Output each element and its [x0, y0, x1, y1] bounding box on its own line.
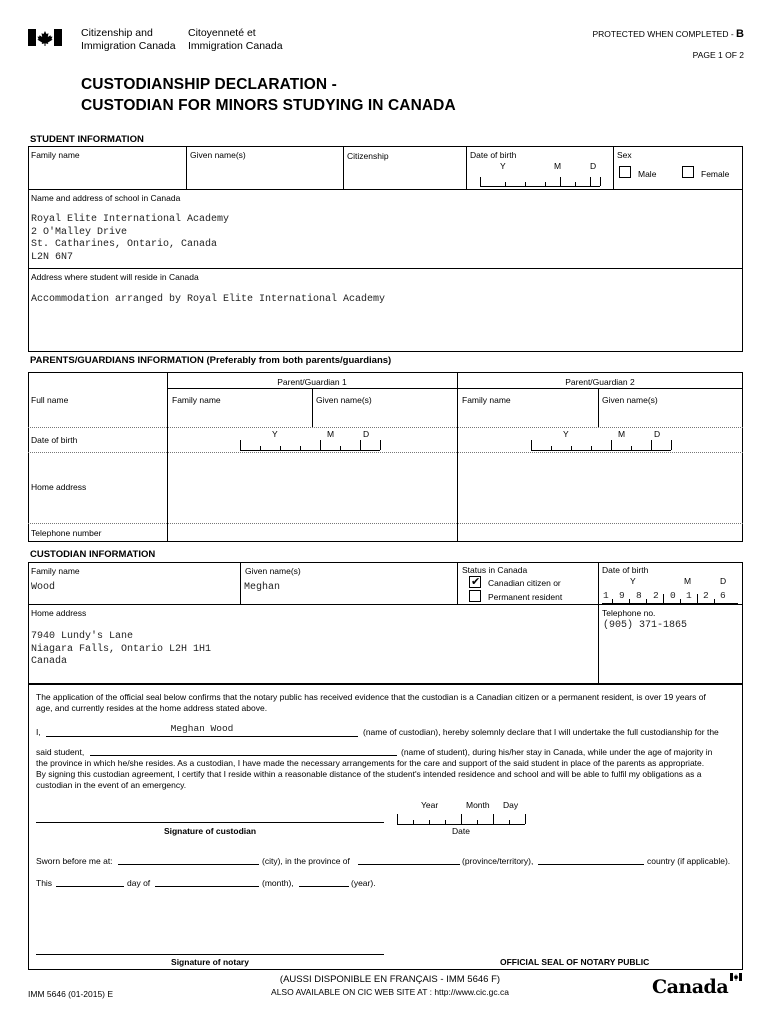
notary-seal-label: OFFICIAL SEAL OF NOTARY PUBLIC	[500, 957, 650, 967]
student-citizenship-field[interactable]	[346, 163, 464, 187]
dob-digit: 1	[603, 590, 609, 601]
sworn-year-field[interactable]	[299, 874, 349, 886]
permanent-resident-checkbox[interactable]	[469, 590, 481, 602]
day-of-label: day of	[127, 878, 151, 888]
protected-status: PROTECTED WHEN COMPLETED - B	[592, 28, 744, 40]
page-number: PAGE 1 OF 2	[692, 50, 744, 60]
body-line3: custodian in the event of an emergency.	[36, 780, 187, 790]
custodian-given-names-label: Given name(s)	[245, 566, 301, 576]
school-label: Name and address of school in Canada	[31, 193, 181, 203]
date-label: Date	[452, 826, 470, 836]
dob-digit: 1	[686, 590, 692, 601]
department-name-en	[81, 27, 176, 53]
school-line1: Royal Elite International Academy	[31, 214, 230, 225]
parent2-dob-field[interactable]	[531, 436, 681, 452]
student-family-name-field[interactable]	[30, 162, 184, 187]
custodian-section-title: CUSTODIAN INFORMATION	[30, 549, 156, 560]
custodian-address-line3: Canada	[31, 656, 68, 667]
custodian-telephone-value: (905) 371-1865	[603, 620, 688, 631]
declaration-intro	[36, 692, 741, 714]
parent2-telephone-field[interactable]	[460, 525, 741, 541]
after-student-text: (name of student), during his/her stay in Canada, while under the age of majority in	[401, 747, 713, 757]
custodian-telephone-field[interactable]	[603, 620, 739, 633]
dob-month-label: M	[554, 161, 562, 171]
residence-address-field[interactable]	[31, 294, 731, 307]
parent2-family-name-field[interactable]	[460, 406, 596, 426]
custodian-given-names-field[interactable]	[244, 582, 454, 595]
notary-signature-label: Signature of notary	[171, 957, 249, 967]
form-title-line2: CUSTODIAN FOR MINORS STUDYING IN CANADA	[81, 97, 456, 114]
cust-dob-m: M	[684, 576, 692, 586]
p2-dob-d: D	[654, 429, 661, 439]
sex-female-checkbox[interactable]	[682, 166, 694, 178]
residence-label: Address where student will reside in Canada	[31, 272, 199, 282]
sworn-month-field[interactable]	[155, 874, 259, 886]
student-family-name-label: Family name	[31, 150, 80, 160]
website-notice: ALSO AVAILABLE ON CIC WEB SITE AT : http://www.cic.gc.ca	[271, 987, 509, 997]
parent1-dob-field[interactable]	[240, 436, 390, 452]
dob-day-label: D	[590, 161, 597, 171]
custodian-home-address-label: Home address	[31, 608, 87, 618]
dob-digit: 6	[720, 590, 726, 601]
full-name-label: Full name	[31, 395, 69, 405]
declaration-date-field[interactable]	[396, 810, 528, 826]
school-line4: L2N 6N7	[31, 251, 74, 263]
student-name-declaration-field[interactable]	[90, 742, 397, 755]
permanent-resident-label: Permanent resident	[488, 592, 563, 602]
p1-dob-d: D	[363, 429, 370, 439]
parent1-telephone-field[interactable]	[170, 525, 455, 541]
p1-dob-m: M	[327, 429, 335, 439]
cust-dob-d: D	[720, 576, 727, 586]
sex-female-label: Female	[701, 169, 730, 179]
student-citizenship-label: Citizenship	[347, 151, 389, 161]
student-given-names-field[interactable]	[189, 162, 341, 187]
parent2-home-address-field[interactable]	[460, 455, 741, 521]
year-label: (year).	[351, 878, 376, 888]
student-section-title: STUDENT INFORMATION	[30, 134, 144, 145]
school-address-field[interactable]	[31, 214, 731, 264]
this-label: This	[36, 878, 53, 888]
student-sex-label: Sex	[617, 150, 632, 160]
parent1-home-address-field[interactable]	[170, 455, 455, 521]
school-line3: St. Catharines, Ontario, Canada	[31, 239, 218, 250]
custodian-dob-field[interactable]	[602, 590, 740, 604]
department-name-fr	[188, 27, 283, 53]
said-student-label: said student,	[36, 747, 85, 757]
parent1-family-name-label: Family name	[172, 395, 221, 405]
dept-en-line2: Immigration Canada	[81, 40, 176, 52]
sworn-country-field[interactable]	[538, 852, 644, 864]
date-month-label: Month	[466, 800, 490, 810]
parents-section-title: PARENTS/GUARDIANS INFORMATION (Preferably from both parents/guardians)	[30, 355, 392, 366]
status-label: Status in Canada	[462, 565, 528, 575]
p1-dob-y: Y	[272, 429, 278, 439]
intro-line1: The application of the official seal below confirms that the notary public has received evidence that the custodian is a Canadian citizen or a permanent resident, is over 19 years of	[36, 692, 706, 702]
dob-digit: 2	[653, 590, 659, 601]
residence-value: Accommodation arranged by Royal Elite International Academy	[31, 294, 386, 305]
french-availability: (AUSSI DISPONIBLE EN FRANÇAIS - IMM 5646 F)	[279, 974, 501, 985]
citizen-checkbox[interactable]	[469, 576, 481, 588]
custodian-family-name-label: Family name	[31, 566, 80, 576]
after-name-text: (name of custodian), hereby solemnly declare that I will undertake the full custodianship for the	[363, 727, 719, 737]
custodian-address-line1: 7940 Lundy's Lane	[31, 631, 134, 642]
declaration-custodian-name: Meghan Wood	[170, 723, 234, 734]
notary-signature-field[interactable]	[36, 938, 384, 954]
parent1-given-names-field[interactable]	[315, 406, 455, 426]
dob-digit: 8	[636, 590, 642, 601]
parent1-header: Parent/Guardian 1	[277, 377, 347, 387]
custodian-telephone-label: Telephone no.	[602, 608, 656, 618]
month-label: (month),	[262, 878, 294, 888]
custodian-address-line2: Niagara Falls, Ontario L2H 1H1	[31, 643, 212, 655]
province-label: (province/territory),	[462, 856, 534, 866]
custodian-home-address-field[interactable]	[31, 631, 591, 669]
citizen-label: Canadian citizen or	[488, 578, 561, 588]
date-year-label: Year	[421, 800, 439, 810]
parent2-given-names-label: Given name(s)	[602, 395, 658, 405]
p2-dob-m: M	[618, 429, 626, 439]
dept-fr-line1: Citoyenneté et	[188, 27, 256, 39]
student-given-names-label: Given name(s)	[190, 150, 246, 160]
sex-male-label: Male	[638, 169, 657, 179]
city-label: (city), in the province of	[262, 856, 350, 866]
dept-fr-line2: Immigration Canada	[188, 40, 283, 52]
custodian-given-names-value: Meghan	[244, 582, 281, 593]
student-dob-label: Date of birth	[470, 150, 517, 160]
custodian-signature-field[interactable]	[36, 806, 384, 822]
declaration-body	[36, 758, 741, 791]
p2-dob-y: Y	[563, 429, 569, 439]
parents-home-address-label: Home address	[31, 482, 87, 492]
dept-en-line1: Citizenship and	[81, 27, 153, 39]
custodian-dob-label: Date of birth	[602, 565, 649, 575]
parent1-given-names-label: Given name(s)	[316, 395, 372, 405]
form-title-line1: CUSTODIANSHIP DECLARATION -	[81, 76, 337, 93]
parent2-given-names-field[interactable]	[601, 406, 741, 426]
form-id: IMM 5646 (01-2015) E	[28, 989, 114, 999]
sworn-city-field[interactable]	[118, 852, 259, 864]
dob-digit: 9	[619, 590, 625, 601]
canada-wordmark-text: Canada	[652, 976, 729, 998]
cust-dob-y: Y	[630, 576, 636, 586]
i-label: I,	[36, 727, 41, 737]
custodian-name-declaration-field[interactable]	[46, 723, 358, 736]
canada-wordmark	[652, 975, 744, 999]
custodian-family-name-field[interactable]	[31, 582, 236, 595]
dob-digit: 2	[703, 590, 709, 601]
custodian-signature-label: Signature of custodian	[163, 826, 257, 836]
country-label: country (if applicable).	[647, 856, 731, 866]
student-dob-field[interactable]	[470, 172, 610, 187]
school-line2: 2 O'Malley Drive	[31, 226, 128, 238]
sworn-province-field[interactable]	[358, 852, 460, 864]
parent1-family-name-field[interactable]	[170, 406, 310, 426]
parent2-family-name-label: Family name	[462, 395, 511, 405]
body-line1: the province in which he/she resides. As a custodian, I have made the necessary arrangements for the care and support of the said student in place of the parents as appropriate.	[36, 758, 705, 768]
parent2-header: Parent/Guardian 2	[565, 377, 635, 387]
parents-dob-label: Date of birth	[31, 435, 78, 445]
sworn-label: Sworn before me at:	[36, 856, 113, 866]
custodian-family-name-value: Wood	[31, 582, 56, 593]
sworn-day-field[interactable]	[56, 874, 124, 886]
canada-flag-icon	[28, 29, 62, 46]
wordmark-flag-icon	[730, 973, 742, 981]
sex-male-checkbox[interactable]	[619, 166, 631, 178]
dob-digit: 0	[670, 590, 676, 601]
parents-telephone-label: Telephone number	[31, 528, 102, 538]
date-day-label: Day	[503, 800, 519, 810]
check-icon: ✔	[471, 575, 481, 588]
body-line2: By signing this custodian agreement, I certify that I reside within a reasonable distance of the student's intended residence and school and will be able to fulfil my obligations as a	[36, 769, 702, 779]
dob-year-label: Y	[500, 161, 506, 171]
intro-line2: age, and currently resides at the home address stated above.	[36, 703, 268, 713]
